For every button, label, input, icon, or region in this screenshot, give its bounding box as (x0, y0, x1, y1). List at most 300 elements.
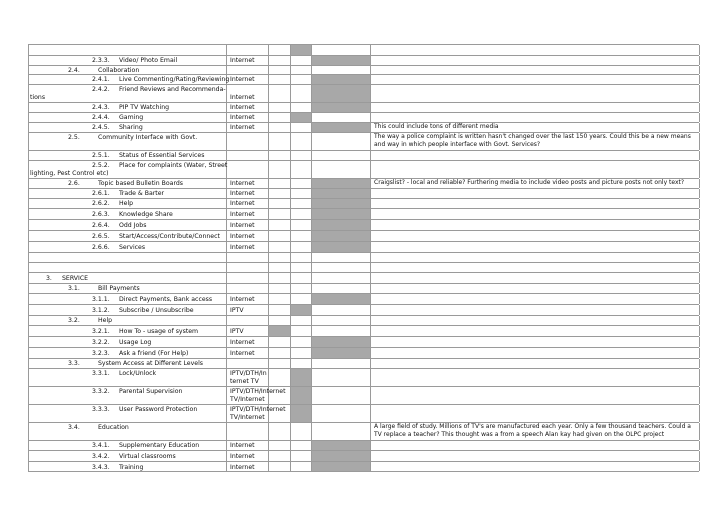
column-divider (226, 103, 227, 112)
medium-cell: Internet (230, 57, 255, 64)
item-label: Training (119, 464, 144, 471)
column-divider (370, 294, 371, 304)
column-divider (290, 151, 291, 160)
shaded-cell (311, 441, 370, 450)
column-divider (370, 113, 371, 122)
column-divider (28, 348, 29, 358)
column-divider (311, 359, 312, 368)
column-divider (268, 75, 269, 84)
item-label: Virtual classrooms (119, 453, 176, 460)
column-divider (28, 56, 29, 65)
shaded-cell (311, 242, 370, 252)
column-divider (290, 441, 291, 450)
column-divider (311, 316, 312, 325)
column-divider (226, 348, 227, 358)
column-divider (226, 294, 227, 304)
medium-cell: IPTV (230, 328, 244, 335)
column-divider (226, 423, 227, 440)
table-row (28, 112, 699, 122)
table-row (28, 132, 699, 150)
item-number: 3.2.3. (92, 350, 110, 357)
medium-cell: Internet (230, 94, 255, 101)
column-divider (370, 326, 371, 336)
column-divider (268, 133, 269, 150)
column-divider (268, 151, 269, 160)
column-divider (290, 189, 291, 198)
column-divider (268, 189, 269, 198)
medium-cell: IPTV/DTH/In (230, 370, 267, 377)
column-divider (226, 45, 227, 55)
item-number: 3.2. (68, 317, 80, 324)
column-divider (699, 273, 700, 283)
column-divider (28, 151, 29, 160)
table-row (28, 272, 699, 283)
column-divider (370, 451, 371, 461)
column-divider (370, 462, 371, 471)
table-row (28, 293, 699, 304)
column-divider (226, 284, 227, 293)
column-divider (268, 220, 269, 230)
column-divider (226, 199, 227, 208)
column-divider (699, 263, 700, 272)
table-row (28, 252, 699, 262)
column-divider (311, 103, 312, 112)
comment-cell: This could include tons of different media (374, 123, 499, 130)
column-divider (268, 369, 269, 386)
column-divider (28, 316, 29, 325)
item-number: 2.6.4. (92, 222, 110, 229)
column-divider (268, 423, 269, 440)
item-number: 3.4.3. (92, 464, 110, 471)
column-divider (311, 273, 312, 283)
column-divider (311, 441, 312, 450)
column-divider (699, 337, 700, 347)
medium-cell: Internet (230, 104, 255, 111)
item-label: Lock/Unlock (119, 370, 157, 377)
column-divider (28, 231, 29, 241)
column-divider (311, 294, 312, 304)
item-number: 3.1.2. (92, 307, 110, 314)
table-row (28, 347, 699, 358)
column-divider (226, 316, 227, 325)
column-divider (268, 123, 269, 132)
table-row (28, 440, 699, 450)
item-label: User Password Protection (119, 406, 198, 413)
item-number: 2.4.5. (92, 124, 110, 131)
table-row (28, 102, 699, 112)
column-divider (311, 326, 312, 336)
column-divider (226, 462, 227, 471)
table-row (28, 304, 699, 315)
column-divider (311, 405, 312, 422)
column-divider (699, 462, 700, 471)
medium-cell: Internet (230, 180, 255, 187)
column-divider (699, 348, 700, 358)
column-divider (28, 123, 29, 132)
column-divider (370, 179, 371, 188)
shaded-cell (311, 123, 370, 132)
item-number: 2.4.3. (92, 104, 110, 111)
medium-cell: Internet (230, 222, 255, 229)
column-divider (268, 316, 269, 325)
column-divider (226, 387, 227, 404)
column-divider (370, 369, 371, 386)
column-divider (28, 209, 29, 219)
column-divider (226, 231, 227, 241)
column-divider (370, 337, 371, 347)
column-divider (28, 220, 29, 230)
column-divider (699, 284, 700, 293)
column-divider (28, 199, 29, 208)
column-divider (28, 273, 29, 283)
item-number: 3.3. (68, 360, 80, 367)
item-label: Subscribe / Unsubscribe (119, 307, 194, 314)
column-divider (311, 423, 312, 440)
column-divider (28, 179, 29, 188)
item-number: 2.6.1. (92, 190, 110, 197)
item-number: 3.1.1. (92, 296, 110, 303)
column-divider (370, 199, 371, 208)
shaded-cell (311, 209, 370, 219)
table-row (28, 315, 699, 325)
item-number: 3.3.3. (92, 406, 110, 413)
column-divider (370, 387, 371, 404)
shaded-cell (311, 56, 370, 65)
column-divider (311, 75, 312, 84)
column-divider (290, 209, 291, 219)
column-divider (290, 294, 291, 304)
column-divider (226, 326, 227, 336)
item-label: Trade & Barter (119, 190, 165, 197)
item-number: 2.3.3. (92, 57, 110, 64)
item-label: Friend Reviews and Recommenda- (119, 86, 226, 93)
column-divider (311, 179, 312, 188)
column-divider (290, 451, 291, 461)
column-divider (226, 369, 227, 386)
column-divider (268, 199, 269, 208)
item-label: Collaboration (98, 67, 140, 74)
item-label: Direct Payments, Bank access (119, 296, 213, 303)
column-divider (290, 242, 291, 252)
column-divider (226, 405, 227, 422)
column-divider (311, 56, 312, 65)
medium-cell: Internet (230, 464, 255, 471)
column-divider (268, 253, 269, 262)
column-divider (268, 242, 269, 252)
column-divider (311, 123, 312, 132)
column-divider (290, 326, 291, 336)
table-row (28, 325, 699, 336)
column-divider (268, 348, 269, 358)
column-divider (311, 161, 312, 178)
column-divider (290, 263, 291, 272)
shaded-cell (311, 199, 370, 208)
column-divider (370, 103, 371, 112)
column-divider (290, 253, 291, 262)
column-divider (699, 161, 700, 178)
column-divider (311, 231, 312, 241)
shaded-cell (290, 387, 311, 404)
column-divider (226, 305, 227, 315)
column-divider (699, 231, 700, 241)
item-label: Bill Payments (98, 285, 140, 292)
medium-cell: Internet (230, 339, 255, 346)
table-row (28, 55, 699, 65)
column-divider (370, 253, 371, 262)
column-divider (268, 113, 269, 122)
medium-cell-continued: TV/Internet (230, 396, 265, 403)
column-divider (370, 316, 371, 325)
column-divider (311, 462, 312, 471)
medium-cell: Internet (230, 442, 255, 449)
item-label: Video/ Photo Email (119, 57, 178, 64)
item-number: 3. (46, 275, 52, 282)
column-divider (699, 123, 700, 132)
column-divider (290, 199, 291, 208)
table-row (28, 74, 699, 84)
column-divider (290, 45, 291, 55)
column-divider (28, 305, 29, 315)
column-divider (699, 423, 700, 440)
column-divider (268, 161, 269, 178)
column-divider (290, 387, 291, 404)
item-label: Community Interface with Govt. (98, 134, 198, 141)
column-divider (311, 113, 312, 122)
column-divider (699, 45, 700, 55)
column-divider (370, 305, 371, 315)
column-divider (28, 441, 29, 450)
table-row (28, 262, 699, 272)
column-divider (226, 273, 227, 283)
table-row (28, 386, 699, 404)
column-divider (370, 45, 371, 55)
column-divider (370, 348, 371, 358)
column-divider (290, 316, 291, 325)
column-divider (290, 103, 291, 112)
table-row (28, 283, 699, 293)
column-divider (311, 189, 312, 198)
column-divider (290, 305, 291, 315)
item-number: 2.5. (68, 134, 80, 141)
column-divider (699, 305, 700, 315)
column-divider (311, 220, 312, 230)
item-label: Live Commenting/Rating/Reviewing (119, 76, 230, 83)
shaded-cell (290, 305, 311, 315)
column-divider (28, 103, 29, 112)
column-divider (226, 209, 227, 219)
shaded-cell (311, 75, 370, 84)
column-divider (28, 253, 29, 262)
column-divider (699, 103, 700, 112)
column-divider (311, 348, 312, 358)
column-divider (268, 451, 269, 461)
column-divider (28, 387, 29, 404)
item-label: System Access at Different Levels (98, 360, 204, 367)
column-divider (311, 451, 312, 461)
column-divider (226, 179, 227, 188)
column-divider (290, 56, 291, 65)
column-divider (268, 179, 269, 188)
item-number: 3.1. (68, 285, 80, 292)
spreadsheet-table (28, 44, 699, 472)
column-divider (268, 326, 269, 336)
column-divider (268, 441, 269, 450)
medium-cell: IPTV/DTH/Internet (230, 406, 286, 413)
table-row (28, 65, 699, 74)
column-divider (370, 56, 371, 65)
column-divider (28, 242, 29, 252)
medium-cell: Internet (230, 350, 255, 357)
column-divider (370, 231, 371, 241)
column-divider (28, 337, 29, 347)
item-number: 3.2.2. (92, 339, 110, 346)
item-label: Parental Supervision (119, 388, 183, 395)
table-row (28, 358, 699, 368)
column-divider (311, 263, 312, 272)
item-number: 2.4.2. (92, 86, 110, 93)
item-label: Help (119, 200, 134, 207)
column-divider (226, 85, 227, 102)
column-divider (311, 284, 312, 293)
shaded-cell (311, 231, 370, 241)
column-divider (290, 405, 291, 422)
column-divider (226, 66, 227, 74)
table-row (28, 178, 699, 188)
column-divider (290, 66, 291, 74)
table-row (28, 150, 699, 160)
item-number: 3.3.1. (92, 370, 110, 377)
table-row (28, 198, 699, 208)
table-row (28, 44, 699, 55)
table-row (28, 450, 699, 461)
item-number: 2.6.5. (92, 233, 110, 240)
column-divider (311, 387, 312, 404)
column-divider (28, 326, 29, 336)
column-divider (699, 441, 700, 450)
column-divider (311, 242, 312, 252)
column-divider (268, 294, 269, 304)
shaded-cell (290, 113, 311, 122)
table-row (28, 84, 699, 102)
column-divider (28, 284, 29, 293)
column-divider (370, 284, 371, 293)
column-divider (290, 220, 291, 230)
item-label: PIP TV Watching (119, 104, 170, 111)
item-label: Ask a friend (For Help) (119, 350, 189, 357)
column-divider (268, 66, 269, 74)
column-divider (268, 284, 269, 293)
column-divider (290, 123, 291, 132)
column-divider (226, 441, 227, 450)
item-label: How To - usage of system (119, 328, 199, 335)
item-label: Sharing (119, 124, 143, 131)
item-number: 2.6. (68, 180, 80, 187)
column-divider (28, 405, 29, 422)
table-row (28, 188, 699, 198)
medium-cell: Internet (230, 211, 255, 218)
column-divider (226, 151, 227, 160)
column-divider (28, 45, 29, 55)
column-divider (290, 273, 291, 283)
column-divider (370, 161, 371, 178)
column-divider (370, 423, 371, 440)
item-label: Gaming (119, 114, 144, 121)
column-divider (226, 113, 227, 122)
column-divider (268, 45, 269, 55)
column-divider (699, 66, 700, 74)
column-divider (290, 161, 291, 178)
column-divider (290, 284, 291, 293)
item-number: 2.4.4. (92, 114, 110, 121)
column-divider (311, 337, 312, 347)
column-divider (28, 161, 29, 178)
comment-cell: The way a police complaint is written hasn't changed over the last 150 years. Could this be a new means and way in which people interface with Govt. Services? (374, 133, 691, 148)
item-label: Odd Jobs (119, 222, 147, 229)
shaded-cell (311, 337, 370, 347)
column-divider (290, 85, 291, 102)
column-divider (370, 123, 371, 132)
item-number: 2.5.1. (92, 152, 110, 159)
table-row (28, 422, 699, 440)
table-row (28, 461, 699, 472)
medium-cell: IPTV (230, 307, 244, 314)
item-number: 2.6.3. (92, 211, 110, 218)
column-divider (699, 199, 700, 208)
item-number: 2.4.1. (92, 76, 110, 83)
table-row (28, 219, 699, 230)
column-divider (699, 113, 700, 122)
item-label: Topic based Bulletin Boards (98, 180, 184, 187)
item-label-continued: tions (30, 94, 46, 101)
column-divider (226, 220, 227, 230)
shaded-cell (290, 405, 311, 422)
column-divider (370, 209, 371, 219)
column-divider (268, 462, 269, 471)
column-divider (226, 123, 227, 132)
column-divider (699, 405, 700, 422)
column-divider (28, 133, 29, 150)
shaded-cell (311, 220, 370, 230)
column-divider (311, 45, 312, 55)
column-divider (290, 337, 291, 347)
column-divider (226, 337, 227, 347)
item-label: SERVICE (62, 275, 89, 282)
table-row (28, 404, 699, 422)
column-divider (699, 451, 700, 461)
table-row (28, 336, 699, 347)
column-divider (226, 253, 227, 262)
column-divider (370, 151, 371, 160)
medium-cell: Internet (230, 114, 255, 121)
column-divider (290, 462, 291, 471)
column-divider (28, 263, 29, 272)
table-row (28, 230, 699, 241)
shaded-cell (290, 369, 311, 386)
table-row (28, 208, 699, 219)
column-divider (370, 273, 371, 283)
medium-cell: Internet (230, 124, 255, 131)
shaded-cell (311, 348, 370, 358)
column-divider (699, 209, 700, 219)
column-divider (370, 242, 371, 252)
shaded-cell (311, 451, 370, 461)
column-divider (290, 359, 291, 368)
column-divider (268, 56, 269, 65)
column-divider (370, 66, 371, 74)
column-divider (28, 451, 29, 461)
column-divider (311, 151, 312, 160)
column-divider (290, 75, 291, 84)
